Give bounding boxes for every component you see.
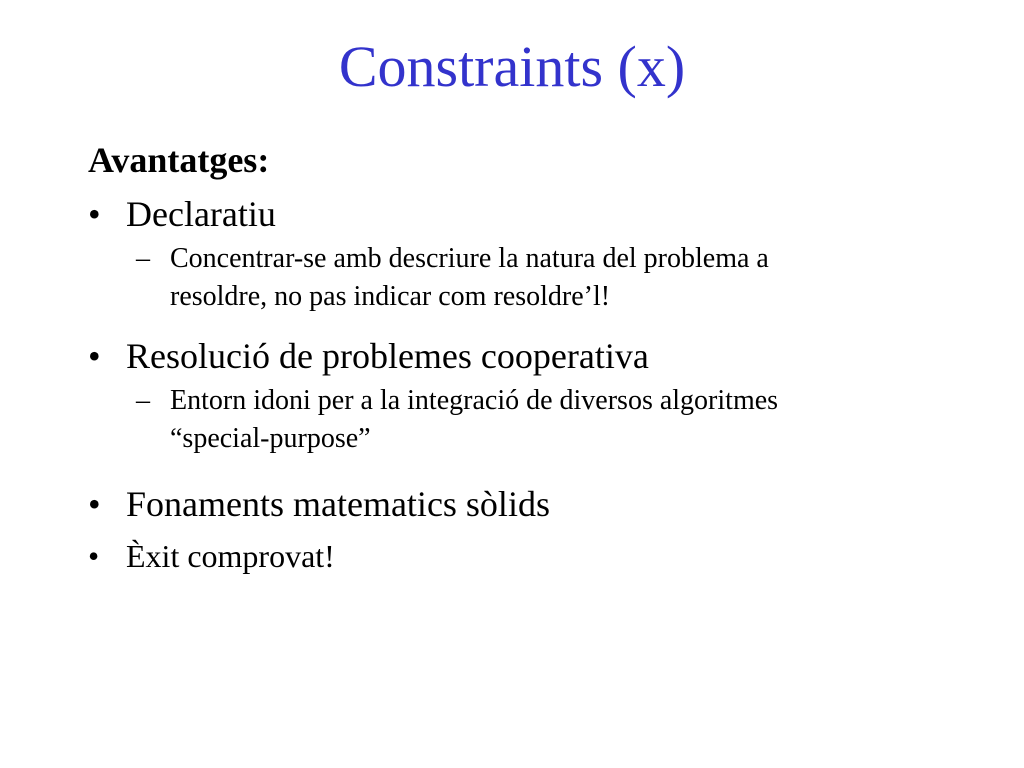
bullet-item-exit [88, 534, 988, 578]
sub-bullet-text-line-1: Concentrar-se amb descriure la natura del problema a [170, 243, 769, 274]
sub-bullet-marker: – [136, 385, 150, 416]
bullet-marker: • [88, 336, 101, 376]
slide-title: Constraints (x) [338, 34, 686, 99]
slide-content [88, 138, 988, 578]
section-heading: Avantatges: [88, 140, 270, 180]
bullet-item-fonaments [88, 482, 988, 526]
bullet-text: Declaratiu [126, 194, 276, 234]
sub-bullet-item [136, 240, 988, 316]
sub-bullet-item [136, 382, 988, 458]
sub-bullet-text-line-2: resoldre, no pas indicar com resoldre’l! [170, 281, 611, 312]
bullet-text: Èxit comprovat! [126, 538, 335, 574]
bullet-item-declaratiu [88, 192, 988, 236]
bullet-text: Resolució de problemes cooperativa [126, 336, 649, 376]
bullet-marker: • [88, 484, 101, 524]
bullet-text: Fonaments matematics sòlids [126, 484, 550, 524]
sub-bullet-marker: – [136, 243, 150, 274]
bullet-marker: • [88, 538, 100, 574]
bullet-marker: • [88, 194, 101, 234]
bullet-item-resolucio [88, 334, 988, 378]
sub-bullet-text-line-1: Entorn idoni per a la integració de diversos algoritmes [170, 385, 779, 416]
sub-bullet-text-line-2: “special-purpose” [170, 423, 371, 454]
